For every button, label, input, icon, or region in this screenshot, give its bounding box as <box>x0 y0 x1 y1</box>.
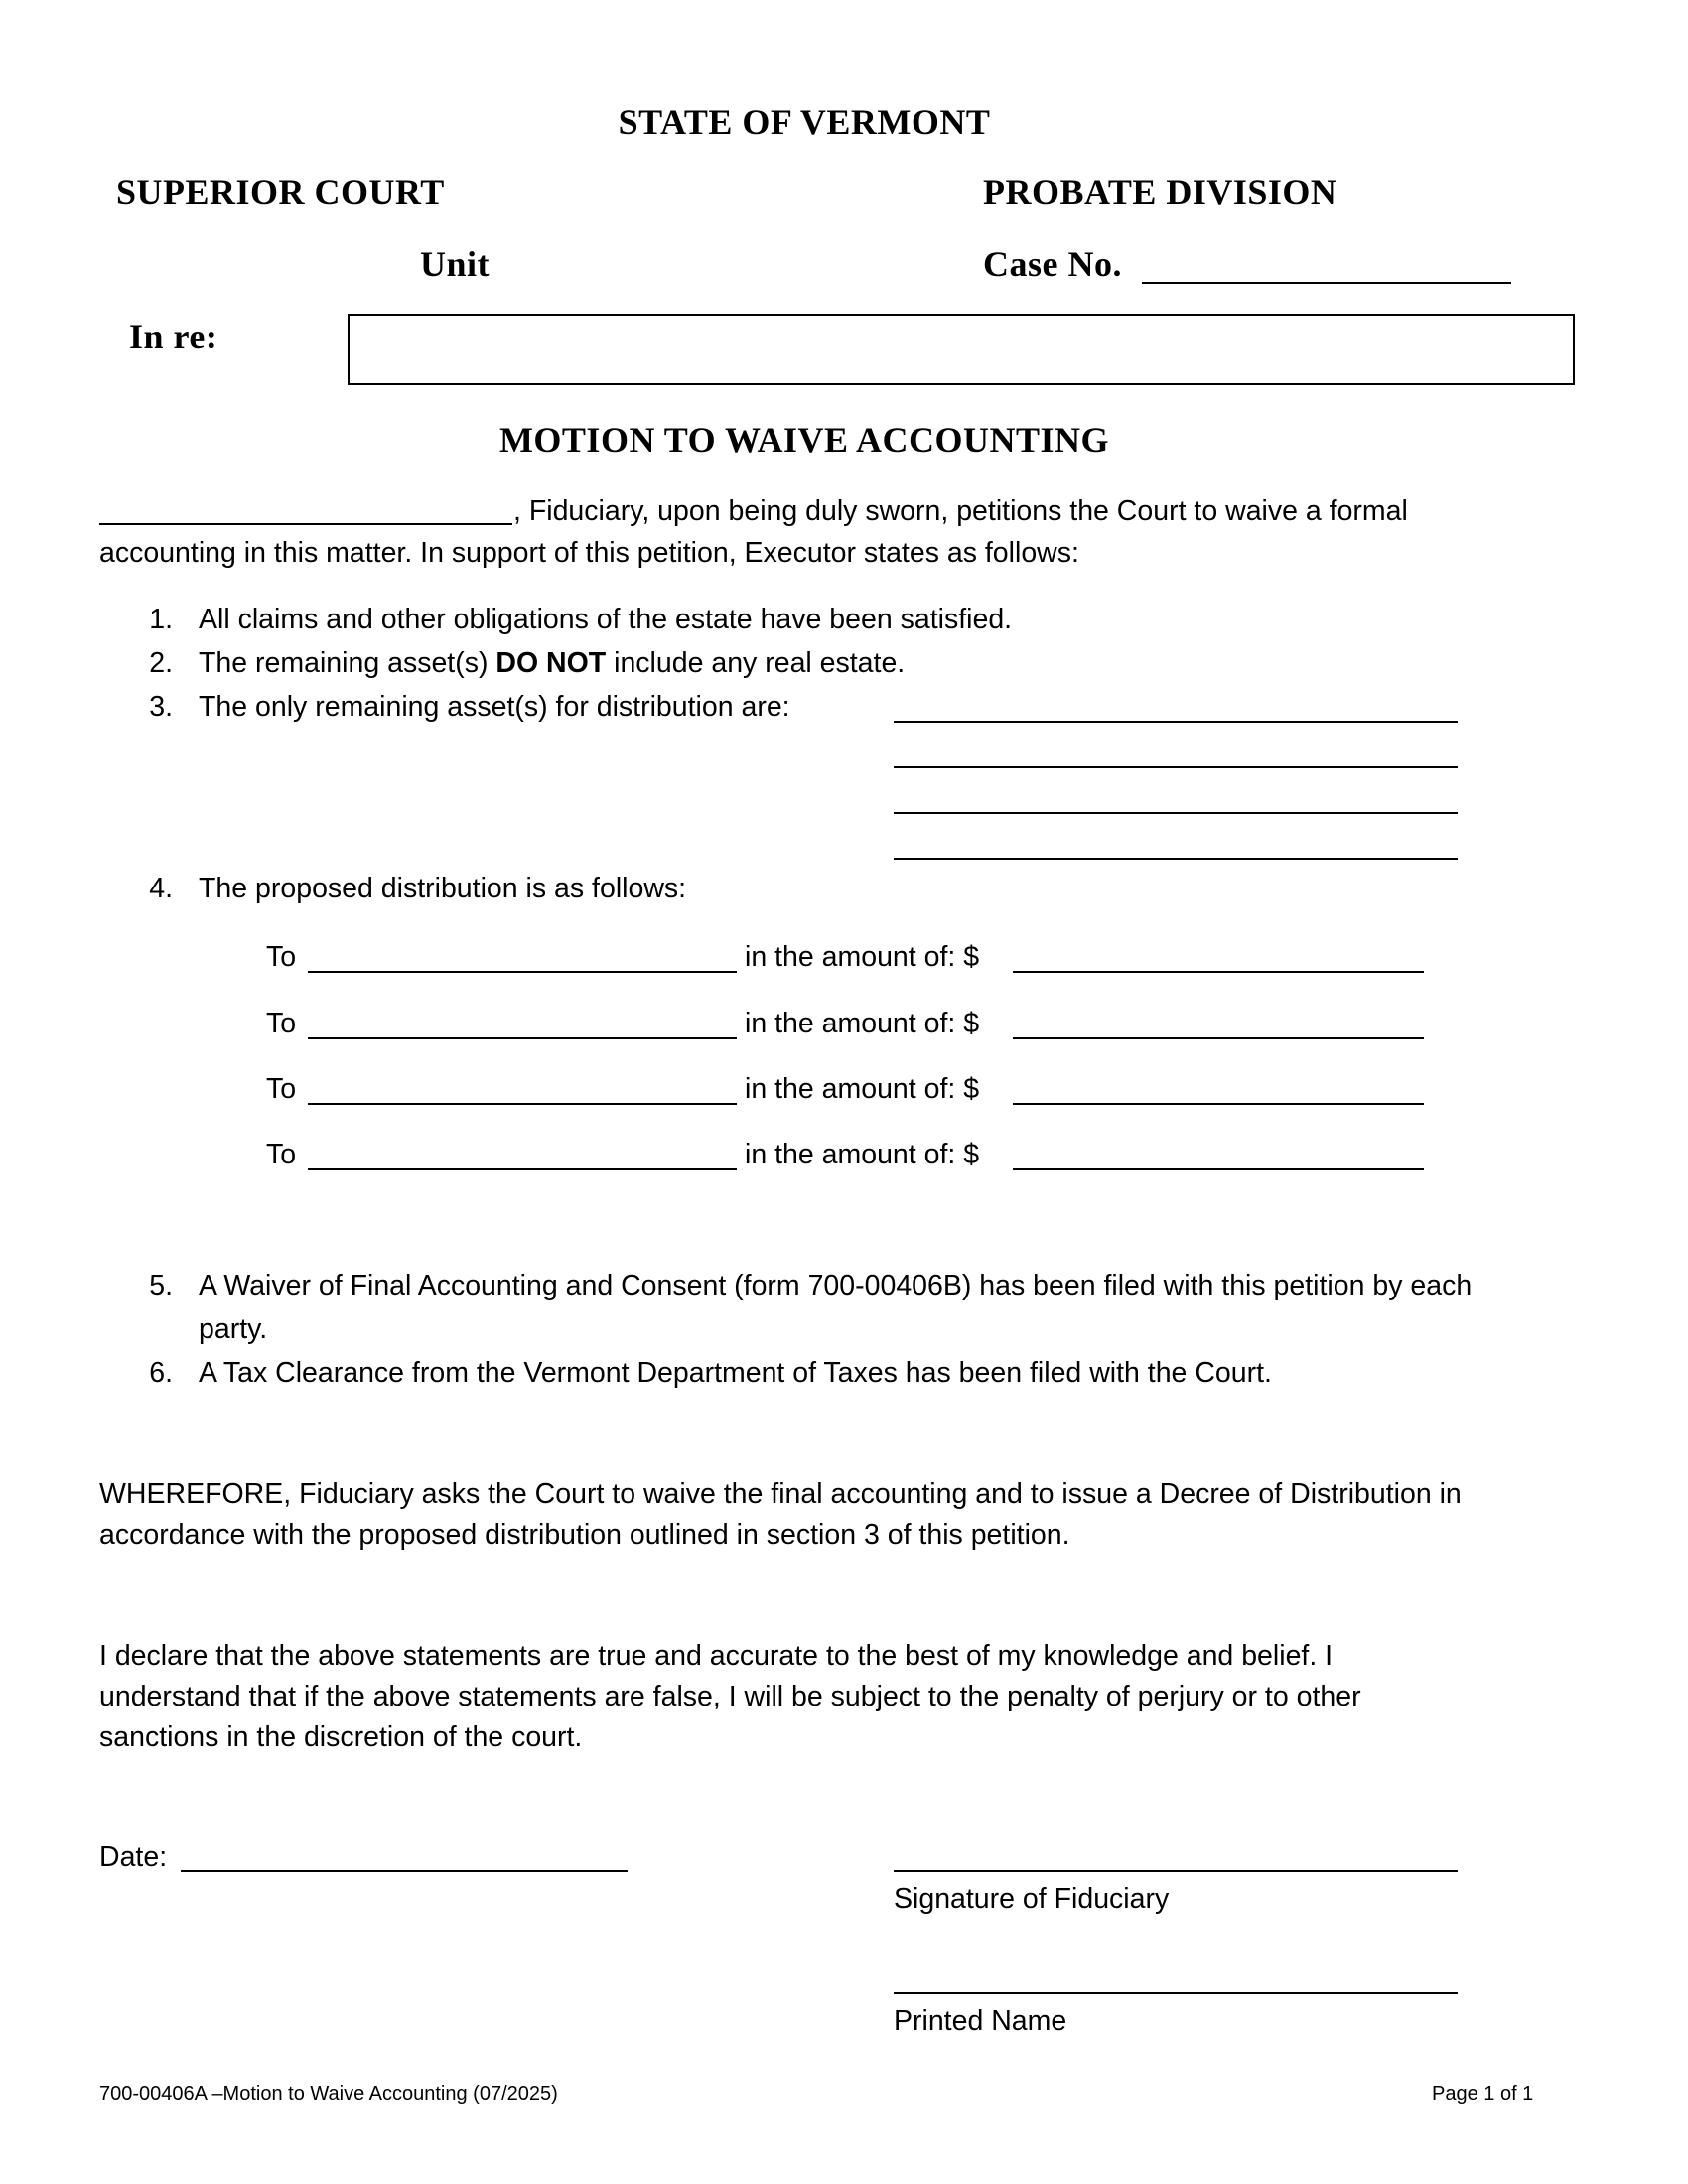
recipient-field[interactable] <box>308 971 737 973</box>
item-2-pre: The remaining asset(s) <box>199 647 496 679</box>
declaration-line-3: sanctions in the discretion of the court. <box>99 1721 583 1753</box>
item-5-text-cont: party. <box>199 1313 268 1345</box>
amount-label: in the amount of: $ <box>745 941 980 973</box>
item-1-number: 1. <box>149 604 173 635</box>
form-id: 700-00406A –Motion to Waive Accounting (07/2025) <box>99 2083 558 2105</box>
item-4-text: The proposed distribution is as follows: <box>199 873 687 904</box>
printed-name-field[interactable] <box>894 1992 1458 1994</box>
recipient-field[interactable] <box>308 1037 737 1039</box>
recipient-field[interactable] <box>308 1168 737 1170</box>
item-6-text: A Tax Clearance from the Vermont Department of Taxes has been filed with the Court. <box>199 1357 1272 1389</box>
amount-field[interactable] <box>1013 1037 1424 1039</box>
asset-line-4[interactable] <box>894 858 1458 860</box>
item-5-number: 5. <box>149 1270 173 1301</box>
declaration-line-1: I declare that the above statements are true and accurate to the best of my knowledge and belief. I <box>99 1640 1334 1672</box>
in-re-label: In re: <box>129 317 218 356</box>
amount-field[interactable] <box>1013 971 1424 973</box>
in-re-field[interactable] <box>348 314 1575 385</box>
signature-label: Signature of Fiduciary <box>894 1883 1170 1915</box>
recipient-field[interactable] <box>308 1103 737 1105</box>
court-heading: SUPERIOR COURT <box>116 172 445 211</box>
item-2-bold: DO NOT <box>495 647 607 679</box>
asset-line-2[interactable] <box>894 766 1458 768</box>
page-number: Page 1 of 1 <box>1432 2083 1534 2105</box>
asset-line-3[interactable] <box>894 812 1458 814</box>
amount-label: in the amount of: $ <box>745 1073 980 1105</box>
date-label: Date: <box>99 1842 168 1873</box>
item-5-text: A Waiver of Final Accounting and Consent (form 700-00406B) has been filed with this petition by each <box>199 1270 1473 1301</box>
case-no-label: Case No. <box>983 244 1122 284</box>
item-2-number: 2. <box>149 647 173 679</box>
asset-line-1[interactable] <box>894 721 1458 723</box>
to-label: To <box>266 1139 297 1170</box>
to-label: To <box>266 941 297 973</box>
item-2-text <box>199 642 905 684</box>
intro-line-1: , Fiduciary, upon being duly sworn, petitions the Court to waive a formal <box>513 495 1408 527</box>
declaration-line-2: understand that if the above statements are false, I will be subject to the penalty of perjury or to other <box>99 1681 1361 1712</box>
printed-name-label: Printed Name <box>894 2005 1067 2037</box>
item-1-text: All claims and other obligations of the estate have been satisfied. <box>199 604 1013 635</box>
state-heading: STATE OF VERMONT <box>618 102 991 142</box>
to-label: To <box>266 1073 297 1105</box>
item-6-number: 6. <box>149 1357 173 1389</box>
division-heading: PROBATE DIVISION <box>983 172 1337 211</box>
to-label: To <box>266 1008 297 1039</box>
intro-line-2: accounting in this matter. In support of this petition, Executor states as follows: <box>99 537 1079 569</box>
signature-field[interactable] <box>894 1870 1458 1872</box>
amount-label: in the amount of: $ <box>745 1008 980 1039</box>
item-3-text: The only remaining asset(s) for distribution are: <box>199 691 790 723</box>
unit-label: Unit <box>420 244 491 284</box>
fiduciary-name-field[interactable] <box>99 523 512 525</box>
wherefore-line-2: accordance with the proposed distribution outlined in section 3 of this petition. <box>99 1519 1070 1551</box>
date-field[interactable] <box>181 1870 628 1872</box>
amount-field[interactable] <box>1013 1103 1424 1105</box>
item-2-post: include any real estate. <box>606 647 906 679</box>
item-3-number: 3. <box>149 691 173 723</box>
wherefore-line-1: WHEREFORE, Fiduciary asks the Court to waive the final accounting and to issue a Decree of Distribution in <box>99 1478 1462 1510</box>
item-4-number: 4. <box>149 873 173 904</box>
amount-label: in the amount of: $ <box>745 1139 980 1170</box>
page-title: MOTION TO WAIVE ACCOUNTING <box>498 420 1110 460</box>
amount-field[interactable] <box>1013 1168 1424 1170</box>
case-no-field[interactable] <box>1142 282 1511 284</box>
